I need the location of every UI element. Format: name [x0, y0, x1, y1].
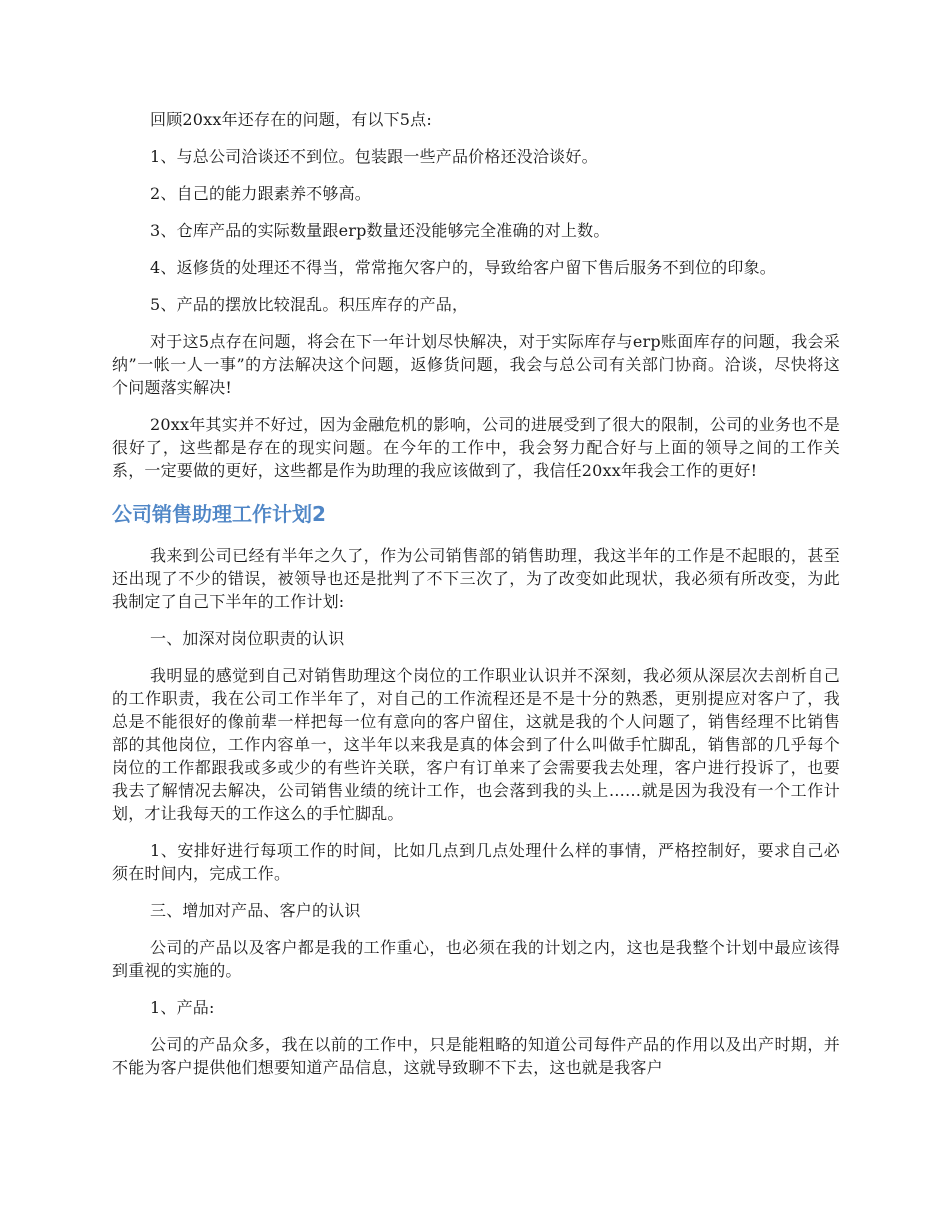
paragraph-plan-intro: 我来到公司已经有半年之久了，作为公司销售部的销售助理，我这半年的工作是不起眼的，甚至还出现了不少的错误，被领导也还是批判了不下三次了，为了改变如此现状，我必须有所改变，为此我制定了自己下半年的工作计划:	[112, 546, 840, 611]
paragraph-outlook: 20xx年其实并不好过，因为金融危机的影响，公司的进展受到了很大的限制，公司的业务也不是很好了，这些都是存在的现实问题。在今年的工作中，我会努力配合好与上面的领导之间的工作关系，一定要做的更好，这些都是作为助理的我应该做到了，我信任20xx年我会工作的更好!	[112, 415, 840, 480]
paragraph-solutions: 对于这5点存在问题，将会在下一年计划尽快解决，对于实际库存与erp账面库存的问题，我会采纳”一帐一人一事”的方法解决这个问题，返修货问题，我会与总公司有关部门协商。洽谈，尽快将这个问题落实解决!	[112, 332, 840, 397]
paragraph-point-5: 5、产品的摆放比较混乱。积压库存的产品，	[150, 295, 469, 314]
paragraph-point-4: 4、返修货的处理还不得当，常常拖欠客户的，导致给客户留下售后服务不到位的印象。	[150, 258, 776, 277]
paragraph-focus: 公司的产品以及客户都是我的工作重心，也必须在我的计划之内，这也是我整个计划中最应该得到重视的实施的。	[112, 938, 840, 980]
paragraph-time-plan: 1、安排好进行每项工作的时间，比如几点到几点处理什么样的事情，严格控制好，要求自己必须在时间内，完成工作。	[112, 841, 840, 883]
paragraph-product-label: 1、产品:	[150, 998, 215, 1017]
paragraph-job-awareness: 我明显的感觉到自己对销售助理这个岗位的工作职业认识并不深刻，我必须从深层次去剖析自己的工作职责，我在公司工作半年了，对自己的工作流程还是不是十分的熟悉，更别提应对客户了，我总是不能很好的像前辈一样把每一位有意向的客户留住，这就是我的个人问题了，销售经理不比销售部的其他岗位，工作内容单一，这半年以来我是真的体会到了什么叫做手忙脚乱，销售部的几乎每个岗位的工作都跟我或多或少的有些许关联，客户有订单来了会需要我去处理，客户进行投诉了，也要我去了解情况去解决，公司销售业绩的统计工作，也会落到我的头上……就是因为我没有一个工作计划，才让我每天的工作这么的手忙脚乱。	[112, 666, 840, 823]
section-heading: 公司销售助理工作计划2	[112, 502, 326, 526]
paragraph-product-detail: 公司的产品众多，我在以前的工作中，只是能粗略的知道公司每件产品的作用以及出产时期，并不能为客户提供他们想要知道产品信息，这就导致聊不下去，这也就是我客户	[112, 1035, 840, 1077]
paragraph-point-3: 3、仓库产品的实际数量跟erp数量还没能够完全准确的对上数。	[150, 221, 610, 240]
paragraph-subheading-3: 三、增加对产品、客户的认识	[150, 901, 361, 920]
paragraph-point-2: 2、自己的能力跟素养不够高。	[150, 184, 371, 203]
paragraph-subheading-1: 一、加深对岗位职责的认识	[150, 629, 345, 648]
document-page	[112, 108, 840, 1093]
paragraph-intro: 回顾20xx年还存在的问题，有以下5点:	[150, 110, 432, 129]
paragraph-point-1: 1、与总公司洽谈还不到位。包装跟一些产品价格还没洽谈好。	[150, 147, 598, 166]
